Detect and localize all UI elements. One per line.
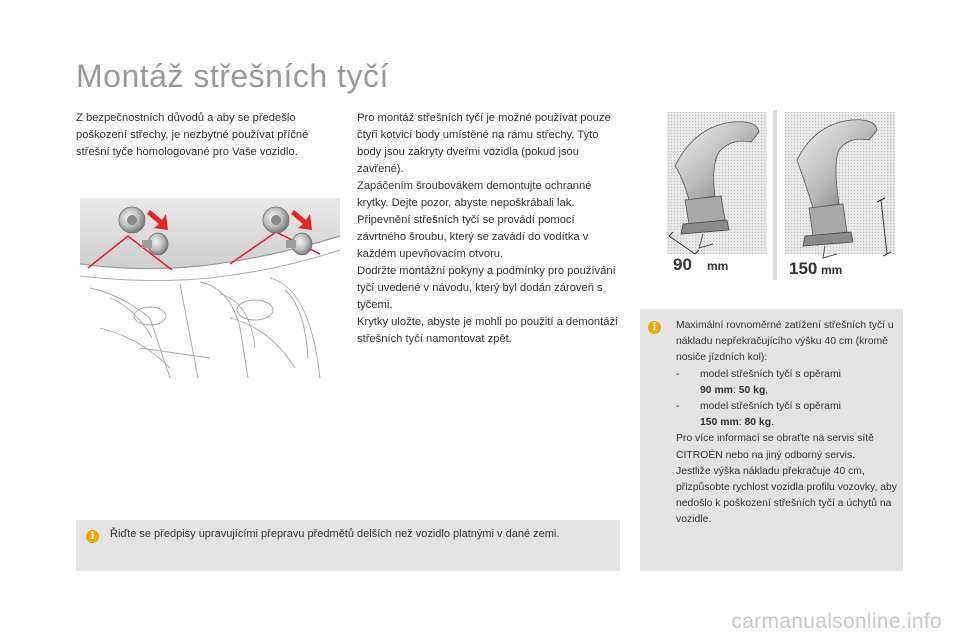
spec-separator: : [738,417,745,429]
size-label-150: 150 [789,259,818,278]
instruction-paragraph: Pro montáž střešních tyčí je možné používat pouze čtyři kotvicí body umístěné na rámu střechy. Tyto body jsou zakryty dveřmi vozidla (pokud jsou zavřené). [357,112,611,175]
list-item-spec [676,415,902,431]
list-dash: - [676,401,680,413]
spec-weight: 50 kg [738,384,766,396]
size-label-90: 90 [673,255,692,274]
list-item-spec [676,383,902,399]
load-info-note [640,309,903,571]
load-info-intro: Maximální rovnoměrné zatížení střešních tyčí u nákladu nepřekračujícího výšku 40 cm (kromě nosiče jízdních kol): [676,320,894,364]
service-paragraph: Pro více informací se obraťte na servis sítě CITROËN nebo na jiný odborný servis. [676,433,874,461]
size-unit-90: mm [707,259,729,273]
speed-paragraph: Jestliže výška nákladu překračuje 40 cm, přizpůsobte rychlost vozidla profilu vozovky, aby nedošlo k poškození střešních tyčí a úchytů na vozidle. [676,465,897,526]
instruction-paragraph: Krytky uložte, abyste je mohli po použití a demontáži střešních tyčí namontovat zpět. [357,316,618,345]
roof-bar-supports-figure [655,108,905,283]
instruction-paragraph: Zapáčením šroubovákem demontujte ochranné krytky. Dejte pozor, abyste nepoškrábali lak. [357,180,592,209]
list-item-text: model střešních tyčí s opěrami [700,401,841,413]
page-title: Montáž střešních tyčí [76,58,389,94]
roof-anchor-photo [80,198,340,378]
list-item-text: model střešních tyčí s opěrami [700,368,841,380]
spec-separator: : [732,384,739,396]
instruction-paragraph: Připevnění střešních tyčí se provádí pomocí závrtného šroubu, který se zavádí do vodítka v každém upevňovacím otvoru. [357,214,589,260]
transport-regulations-text [110,526,610,543]
list-item [676,367,902,383]
transport-regulations-note [76,520,620,571]
spec-size: 150 mm [700,417,739,429]
spec-end: . [771,417,774,429]
list-item [676,399,902,415]
info-icon: i [86,530,99,543]
spec-size: 90 mm [700,384,733,396]
list-dash: - [676,368,680,380]
spec-weight: 80 kg [744,417,772,429]
load-info-text [676,318,902,529]
intro-text: Z bezpečnostních důvodů a aby se předešlo poškození střechy, je nezbytné používat příčné střešní tyče homologované pro Vaše vozidlo. [76,112,309,158]
instruction-paragraph: Dodržte montážní pokyny a podmínky pro používání tyčí uvedené v návodu, který byl dodán zároveň s tyčemi. [357,265,616,311]
size-unit-150: mm [821,263,843,277]
intro-paragraph [76,110,338,161]
watermark: carmanualsonline.info [731,610,942,633]
transport-regulations-paragraph: Řiďte se předpisy upravujícími přepravu předmětů delších než vozidlo platnými v dané zemi. [110,528,560,540]
info-icon: i [648,321,661,334]
spec-end: , [765,384,769,396]
instructions-column [357,110,621,348]
